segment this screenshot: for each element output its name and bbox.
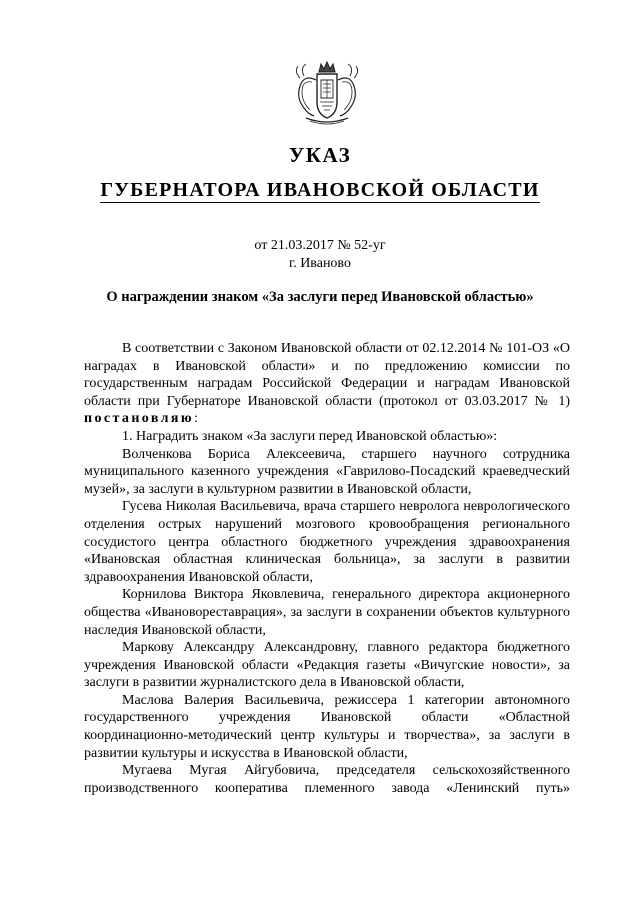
awardee-paragraph: Гусева Николая Васильевича, врача старшего невролога неврологического отделения острых нарушений мозгового кровообращения регионального сосудистого центра областного бюджетного учреждения здравоохранения «Ивановская областная клиническая больница», за заслуги в развитии здравоохранения Ивановской области, [84,499,570,585]
awardee-paragraph: Волченкова Бориса Алексеевича, старшего научного сотрудника муниципального казенного учреждения «Гаврилово-Посадский краеведческий музей», за заслуги в культурном развитии в Ивановской области, [84,446,570,497]
decree-date-number: от 21.03.2017 № 52-уг [254,238,386,253]
coat-of-arms-emblem [290,58,364,126]
awardee-paragraph: Мугаева Мугая Айгубовича, председателя сельскохозяйственного производственного кооператива племенного завода «Ленинский путь» [84,763,570,796]
decree-title: УКАЗ [288,143,352,167]
awardee-paragraph: Маслова Валерия Васильевича, режиссера 1 категории автономного государственного учреждения Ивановской области «Областной координационно-методический центр культуры и творчества», за заслуги в развитии культуры и искусства в Ивановской области, [84,692,570,761]
decree-keyword: постановляю [84,411,194,427]
awardee-paragraph: Маркову Александру Александровну, главного редактора бюджетного учреждения Ивановской области «Редакция газеты «Вичугские новости», за заслуги в развитии журналистского дела в Ивановской области, [84,640,570,691]
issuer-title-text: ГУБЕРНАТОРА ИВАНОВСКОЙ ОБЛАСТИ [100,179,540,201]
decree-subject: О награждении знаком «За заслуги перед Ивановской областью» [106,289,534,305]
item-1-paragraph: 1. Наградить знаком «За заслуги перед Ивановской областью»: [122,428,498,444]
preamble-text: В соответствии с Законом Ивановской области от 02.12.2014 № 101-ОЗ «О наградах в Ивановской области» и по предложению комиссии по государственным наградам Российской Федерации и наградам Ивановской области при Губернаторе Ивановской области (протокол от 03.03.2017 № 1) [84,341,570,409]
issuer-title [0,179,640,202]
decree-city: г. Иваново [289,256,351,271]
awardee-paragraph: Корнилова Виктора Яковлевича, генерального директора акционерного общества «Ивановореставрация», за заслуги в сохранении объектов культурного наследия Ивановской области, [84,587,570,638]
decree-body [84,340,570,797]
decree-keyword-colon: : [193,411,198,427]
preamble-paragraph [84,340,570,428]
